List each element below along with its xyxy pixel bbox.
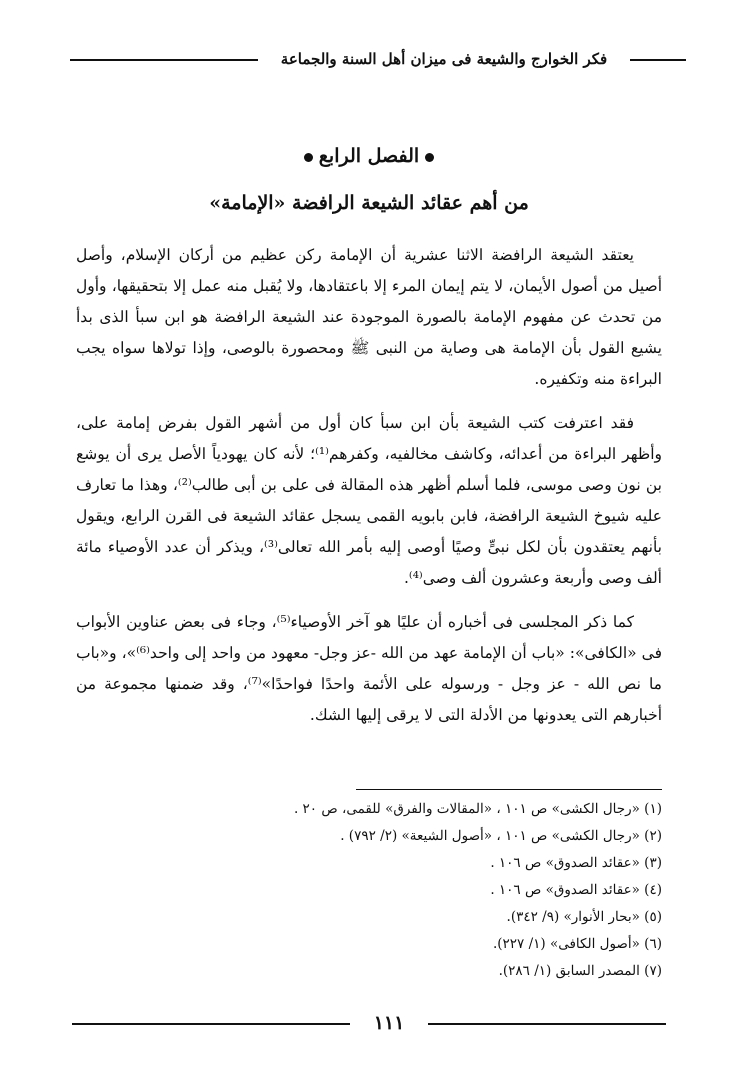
footnote-2: (٢) «رجال الكشى» ص ١٠١ ، «أصول الشيعة» (٢/ ٧٩٢) . <box>340 828 662 844</box>
footnote-5: (٥) «بحار الأنوار» (٩/ ٣٤٢). <box>506 909 662 925</box>
section-heading: من أهم عقائد الشيعة الرافضة «الإمامة» <box>209 192 529 214</box>
footnote-divider <box>356 789 662 790</box>
footnote-7: (٧) المصدر السابق (١/ ٢٨٦). <box>498 963 662 979</box>
chapter-title: الفصل الرابع <box>318 145 420 167</box>
header-rule-right <box>630 59 686 61</box>
running-header-title: فكر الخوارج والشيعة فى ميزان أهل السنة والجماعة <box>280 50 608 68</box>
paragraph-1: يعتقد الشيعة الرافضة الاثنا عشرية أن الإمامة ركن عظيم من أركان الإسلام، وأصل أصيل من أصول الأيمان، لا يتم إيمان المرء إلا باعتقادها، ولا يُقبل منه عمل إلا بتحقيقها، وأول من تحدث عن مفهوم الإمامة بالصورة الموجودة عند الشيعة الرافضة هو ابن سبأ الذى بدأ يشيع القول بأن الإمامة هى وصاية من النبى ﷺ ومحصورة بالوصى، وإذا تولاها سواه يجب البراءة منه وتكفيره. <box>76 246 662 388</box>
bullet-icon <box>304 153 313 162</box>
bullet-icon <box>425 153 434 162</box>
body-text <box>76 240 662 744</box>
paragraph-3: كما ذكر المجلسى فى أخباره أن عليًا هو آخر الأوصياء⁽⁵⁾، وجاء فى بعض عناوين الأبواب فى «الكافى»: «باب أن الإمامة عهد من الله -عز وجل- معهود من واحد إلى واحد⁽⁶⁾»، و«باب ما نص الله - عز وجل - ورسوله على الأئمة واحدًا فواحدًا»⁽⁷⁾، وقد ضمنها مجموعة من أخبارهم التى يعدونها من الأدلة التى لا يرقى إليها الشك. <box>76 613 662 724</box>
header-rule-left <box>70 59 258 61</box>
running-header <box>70 49 686 69</box>
footnotes <box>76 796 662 985</box>
paragraph-2: فقد اعترفت كتب الشيعة بأن ابن سبأ كان أول من أشهر القول بفرض إمامة على، وأظهر البراءة من أعدائه، وكاشف مخالفيه، وكفرهم⁽¹⁾؛ لأنه كان يهودياً الأصل يرى أن يوشع بن نون وصى موسى، فلما أسلم أظهر هذه المقالة فى على بن أبى طالب⁽²⁾، وهذا ما تعارف عليه شيوخ الشيعة الرافضة، فابن بابويه القمى يسجل عقائد الشيعة فى القرن الرابع، ويقول بأنهم يعتقدون بأن لكل نبىٍّ وصيًا أوصى إليه بأمر الله تعالى⁽³⁾، ويذكر أن عدد الأوصياء مائة ألف وصى وأربعة وعشرون ألف وصى⁽⁴⁾. <box>76 414 662 587</box>
footnote-1: (١) «رجال الكشى» ص ١٠١ ، «المقالات والفرق» للقمى، ص ٢٠ . <box>293 801 662 817</box>
chapter-heading <box>0 143 738 169</box>
footnote-6: (٦) «أصول الكافى» (١/ ٢٢٧). <box>492 936 662 952</box>
footer-rule-left <box>72 1023 350 1025</box>
footer-rule-right <box>428 1023 666 1025</box>
page-footer <box>72 1011 666 1035</box>
footnote-4: (٤) «عقائد الصدوق» ص ١٠٦ . <box>490 882 662 898</box>
footnote-3: (٣) «عقائد الصدوق» ص ١٠٦ . <box>490 855 662 871</box>
page-number: ١١١ <box>373 1012 405 1034</box>
